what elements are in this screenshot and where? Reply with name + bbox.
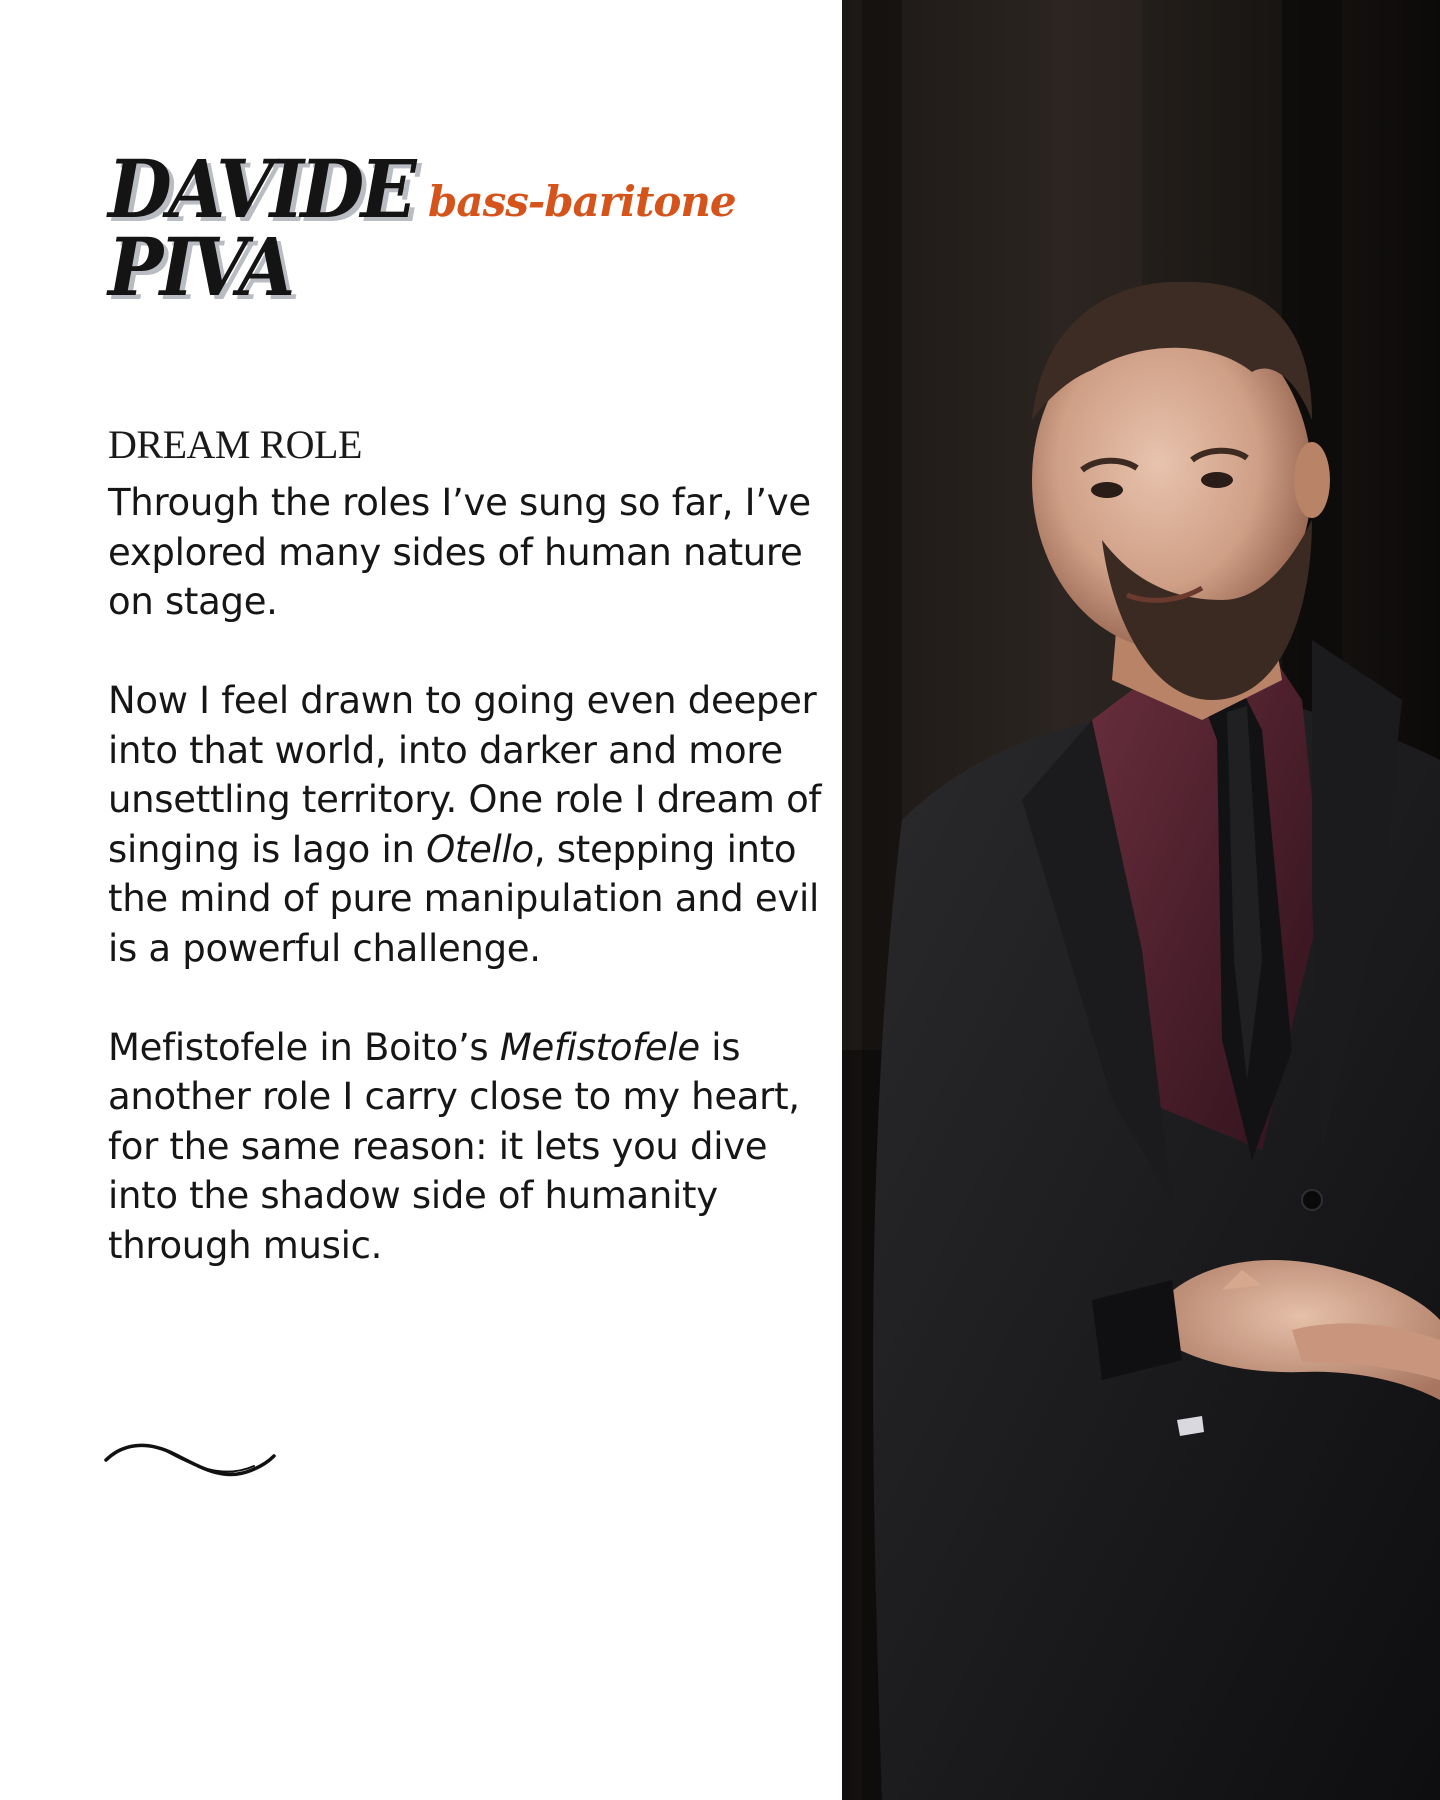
paragraph-3-before: Mefistofele in Boito’s bbox=[108, 1025, 500, 1069]
portrait-photo bbox=[842, 0, 1440, 1800]
section-heading: DREAM ROLE bbox=[108, 422, 362, 467]
swash-divider-icon bbox=[104, 1436, 276, 1484]
body-text bbox=[108, 478, 828, 1320]
last-name: PIVA bbox=[108, 220, 292, 314]
singer-name bbox=[108, 142, 439, 314]
paragraph-3-after: is another role I carry close to my heart, for the same reason: it lets you dive into the shadow side of humanity through music. bbox=[108, 1025, 800, 1267]
first-name: DAVIDE bbox=[108, 142, 413, 236]
portrait-illustration bbox=[842, 0, 1440, 1800]
opera-title-mefistofele: Mefistofele bbox=[499, 1025, 700, 1069]
paragraph-2 bbox=[108, 676, 828, 973]
paragraph-3 bbox=[108, 1023, 828, 1271]
paragraph-2-after: , stepping into the mind of pure manipulation and evil is a powerful challenge. bbox=[108, 827, 819, 970]
paragraph-1 bbox=[108, 478, 828, 627]
paragraph-1-text: Through the roles I’ve sung so far, I’ve explored many sides of human nature on stage. bbox=[108, 481, 811, 623]
paragraph-2-before: Now I feel drawn to going even deeper into that world, into darker and more unsettling territory. One role I dream of singing is Iago in bbox=[108, 679, 822, 871]
voice-type-label: bass-baritone bbox=[428, 177, 736, 226]
opera-title-otello: Otello bbox=[426, 827, 534, 871]
